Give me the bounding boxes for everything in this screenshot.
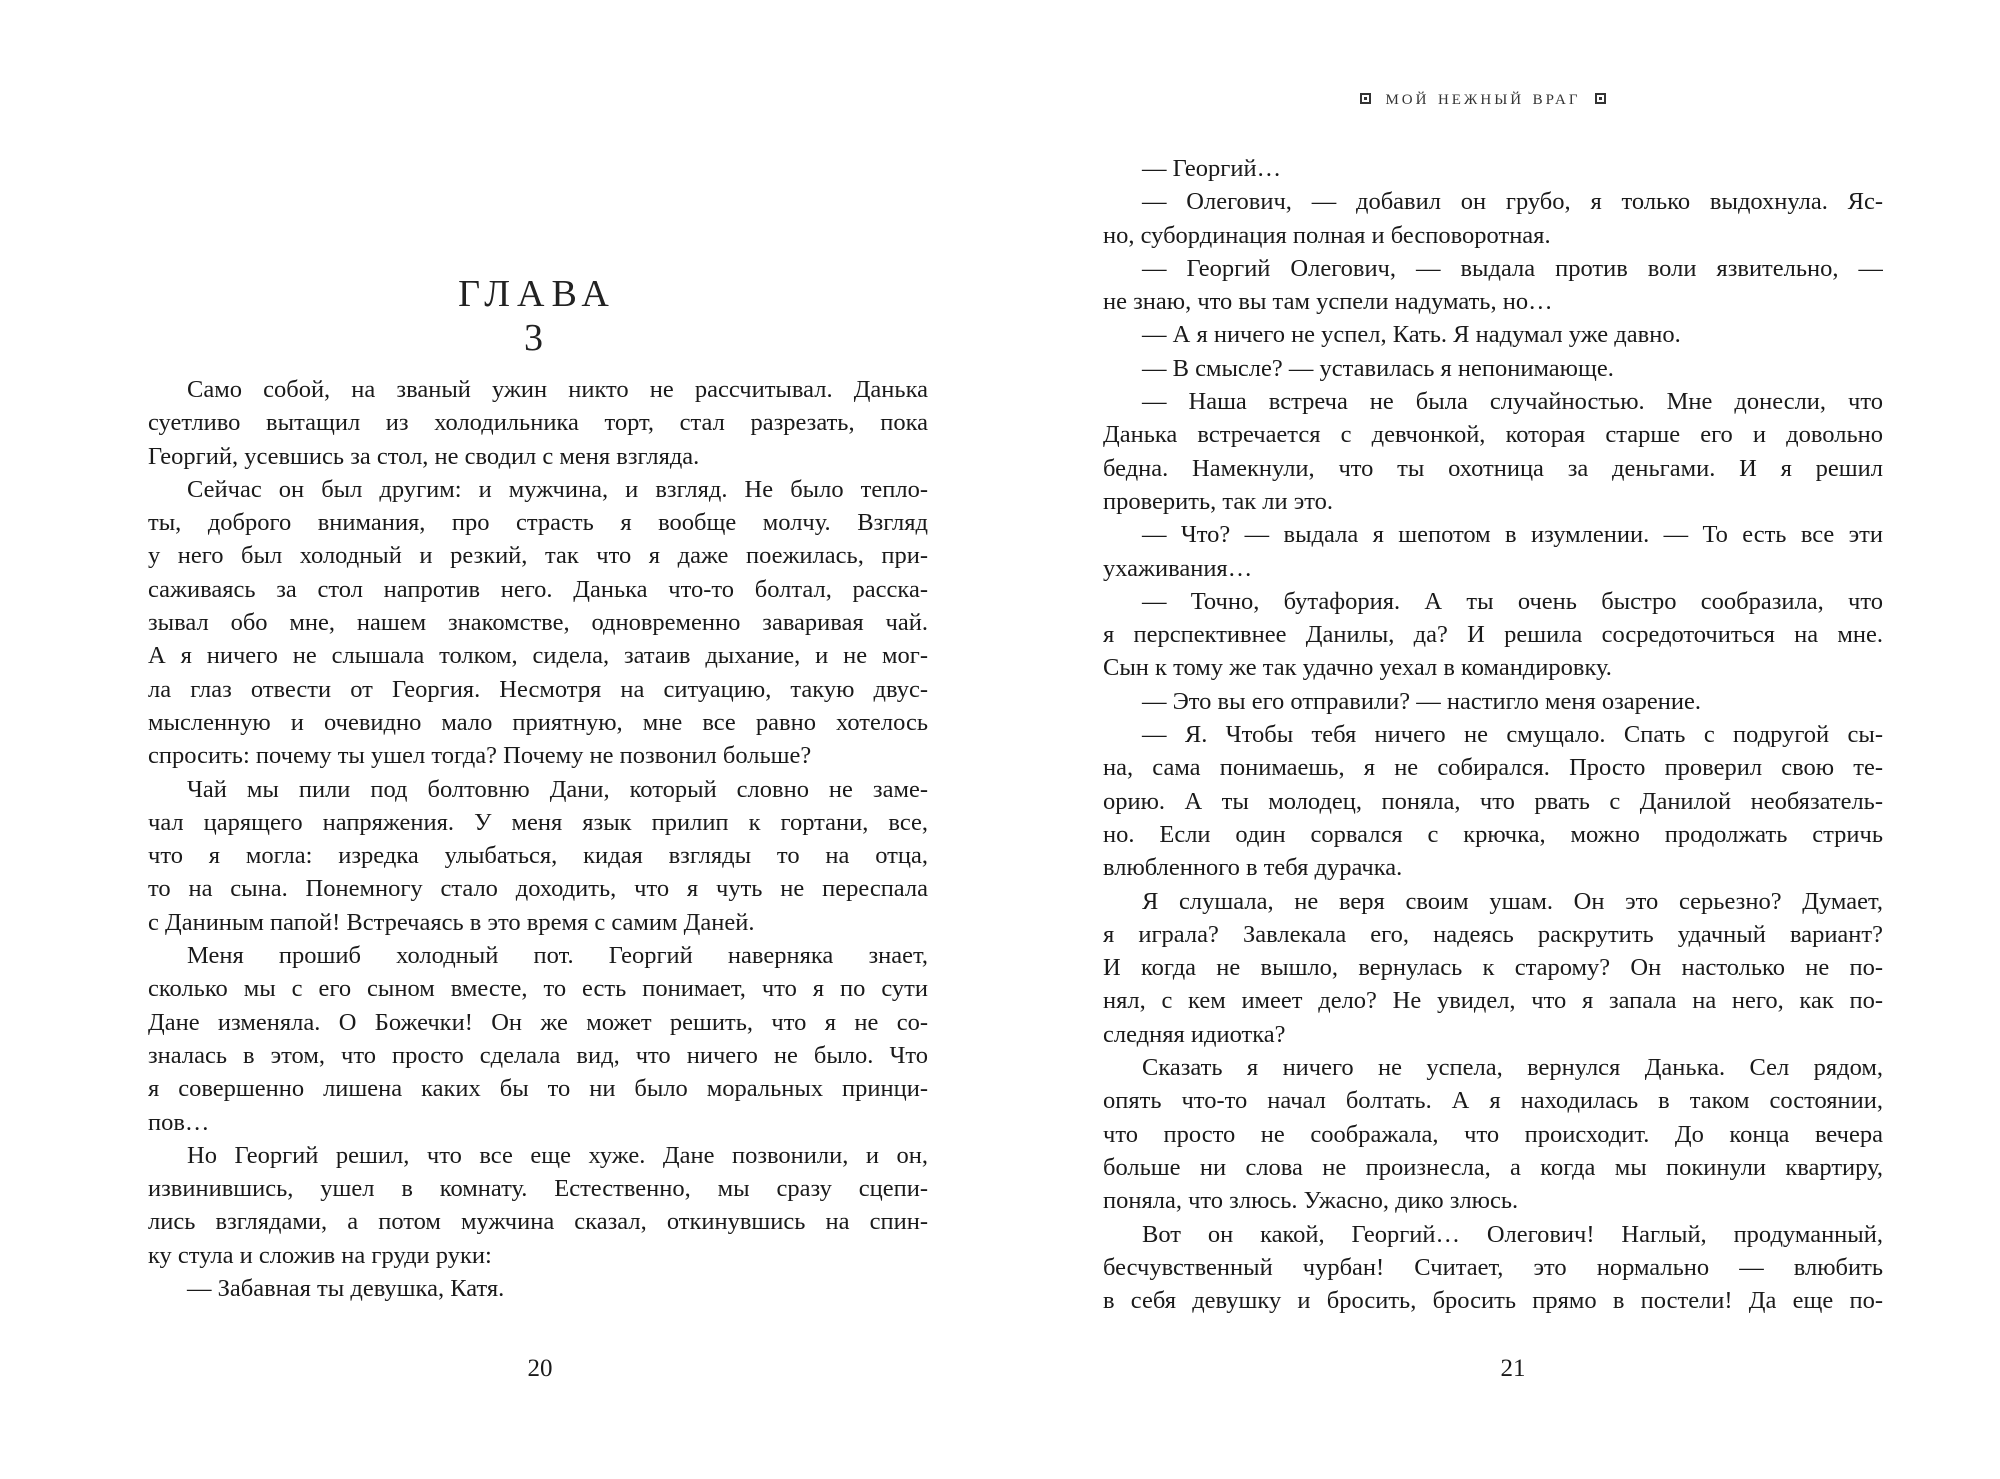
text-line: Само собой, на званый ужин никто не рассчитывал. Данька xyxy=(187,376,928,403)
text-line: поняла, что злюсь. Ужасно, дико злюсь. xyxy=(1103,1187,1519,1215)
text-line: в себя девушку и бросить, бросить прямо в постели! Да еще по- xyxy=(1103,1287,1883,1315)
text-line: но, субординация полная и бесповоротная. xyxy=(1103,221,1551,249)
text-line: зналась в этом, что просто сделала вид, что ничего не было. Что xyxy=(148,1041,928,1069)
text-line: проверить, так ли это. xyxy=(1103,487,1334,515)
text-line: Я слушала, не веря своим ушам. Он это серьезно? Думает, xyxy=(1142,887,1883,915)
text-line: — Я. Чтобы тебя ничего не смущало. Спать с подругой сы- xyxy=(1142,721,1883,749)
text-line: опять что-то начал болтать. А я находилась в таком состоянии, xyxy=(1103,1087,1883,1115)
text-line: следняя идиотка? xyxy=(1103,1020,1286,1048)
text-line: — А я ничего не успел, Кать. Я надумал уже давно. xyxy=(1142,321,1681,349)
text-line: суетливо вытащил из холодильника торт, стал разрезать, пока xyxy=(148,409,928,437)
page-number-left: 20 xyxy=(527,1355,553,1382)
text-line: Сейчас он был другим: и мужчина, и взгляд. Не было тепло- xyxy=(187,475,928,503)
text-line: бедна. Намекнули, что ты охотница за деньгами. И я решил xyxy=(1103,454,1883,482)
text-line: извинившись, ушел в комнату. Естественно, мы сразу сцепи- xyxy=(148,1175,928,1203)
text-line: Георгий, усевшись за стол, не сводил с меня взгляда. xyxy=(148,442,700,470)
text-line: Вот он какой, Георгий… Олегович! Наглый, продуманный, xyxy=(1142,1220,1883,1248)
text-line: с Даниным папой! Встречаясь в это время с самим Даней. xyxy=(148,908,755,936)
text-line: — В смысле? — уставилась я непонимающе. xyxy=(1142,354,1614,382)
chapter-title: ГЛАВА 3 xyxy=(458,273,616,359)
text-line: мысленную и очевидно мало приятную, мне все равно хотелось xyxy=(148,708,928,736)
text-line: что я могла: изредка улыбаться, кидая взгляды то на отца, xyxy=(148,842,928,870)
text-line: Сказать я ничего не успела, вернулся Данька. Сел рядом, xyxy=(1142,1054,1883,1082)
text-line: чал царящего напряжения. У меня язык прилип к гортани, все, xyxy=(148,808,928,836)
text-line: — Забавная ты девушка, Катя. xyxy=(187,1275,505,1303)
text-line: Данька встречается с девчонкой, которая старше его и довольно xyxy=(1103,421,1883,449)
text-line: сколько мы с его сыном вместе, то есть понимает, что я по сути xyxy=(148,975,928,1003)
ornament-icon xyxy=(1595,93,1606,104)
text-line: ты, доброго внимания, про страсть я вообще молчу. Взгляд xyxy=(148,509,928,537)
running-head-title: мой нежный враг xyxy=(1385,84,1581,109)
text-line: то на сына. Понемногу стало доходить, что я чуть не переспала xyxy=(148,875,928,903)
text-line: я играла? Завлекала его, надеясь раскрутить удачный вариант? xyxy=(1103,920,1883,948)
text-line: Сын к тому же так удачно уехал в командировку. xyxy=(1103,654,1612,682)
text-line: я перспективнее Данилы, да? И решила сосредоточиться на мне. xyxy=(1103,621,1883,649)
text-line: — Георгий… xyxy=(1142,155,1282,182)
text-line: Меня прошиб холодный пот. Георгий наверняка знает, xyxy=(187,942,928,970)
text-line: — Это вы его отправили? — настигло меня озарение. xyxy=(1142,687,1702,715)
text-line: пов… xyxy=(148,1108,210,1136)
running-head xyxy=(1307,84,1659,110)
text-line: зывал обо мне, нашем знакомстве, одновременно заваривая чай. xyxy=(148,609,928,637)
text-line: лись взглядами, а потом мужчина сказал, откинувшись на спин- xyxy=(148,1208,928,1236)
text-line: Дане изменяла. О Божечки! Он же может решить, что я не со- xyxy=(148,1008,928,1036)
text-line: бесчувственный чурбан! Считает, это нормально — влюбить xyxy=(1103,1253,1883,1281)
text-line: саживаясь за стол напротив него. Данька что-то болтал, расска- xyxy=(148,575,928,603)
text-line: — Наша встреча не была случайностью. Мне донесли, что xyxy=(1142,388,1883,416)
text-line: больше ни слова не произнесла, а когда мы покинули квартиру, xyxy=(1103,1153,1883,1181)
text-line: но. Если один сорвался с крючка, можно продолжать стричь xyxy=(1103,820,1883,848)
page-number-right: 21 xyxy=(1500,1355,1526,1382)
text-line: — Георгий Олегович, — выдала против воли язвительно, — xyxy=(1142,254,1883,282)
text-line: орию. А ты молодец, поняла, что рвать с Данилой необязатель- xyxy=(1103,787,1883,815)
text-line: я совершенно лишена каких бы то ни было моральных принци- xyxy=(148,1075,928,1103)
text-line: ухаживания… xyxy=(1103,554,1253,582)
text-line: не знаю, что вы там успели надумать, но… xyxy=(1103,288,1553,316)
text-line: спросить: почему ты ушел тогда? Почему не позвонил больше? xyxy=(148,742,812,770)
left-page-text xyxy=(148,373,928,1305)
text-line: — Точно, бутафория. А ты очень быстро сообразила, что xyxy=(1142,587,1883,615)
text-line: у него был холодный и резкий, так что я даже поежилась, при- xyxy=(148,542,928,570)
text-line: что просто не соображала, что происходит. До конца вечера xyxy=(1103,1120,1883,1148)
text-line: — Олегович, — добавил он грубо, я только выдохнула. Яс- xyxy=(1142,188,1883,216)
text-line: И когда не вышло, вернулась к старому? Он настолько не по- xyxy=(1103,954,1883,982)
text-line: А я ничего не слышала толком, сидела, затаив дыхание, и не мог- xyxy=(148,642,928,670)
text-line: ла глаз отвести от Георгия. Несмотря на ситуацию, такую двус- xyxy=(148,675,928,703)
text-line: Но Георгий решил, что все еще хуже. Дане позвонили, и он, xyxy=(187,1141,928,1169)
text-line: ку стула и сложив на груди руки: xyxy=(148,1241,492,1269)
text-line: нял, с кем имеет дело? Не увидел, что я запала на него, как по- xyxy=(1103,987,1883,1015)
right-page-text xyxy=(1103,152,1883,1317)
text-line: влюбленного в тебя дурачка. xyxy=(1103,854,1403,882)
text-line: на, сама понимаешь, я не собирался. Просто проверил свою те- xyxy=(1103,754,1883,782)
text-line: — Что? — выдала я шепотом в изумлении. — То есть все эти xyxy=(1142,521,1883,549)
ornament-icon xyxy=(1360,93,1371,104)
text-line: Чай мы пили под болтовню Дани, который словно не заме- xyxy=(187,775,928,803)
